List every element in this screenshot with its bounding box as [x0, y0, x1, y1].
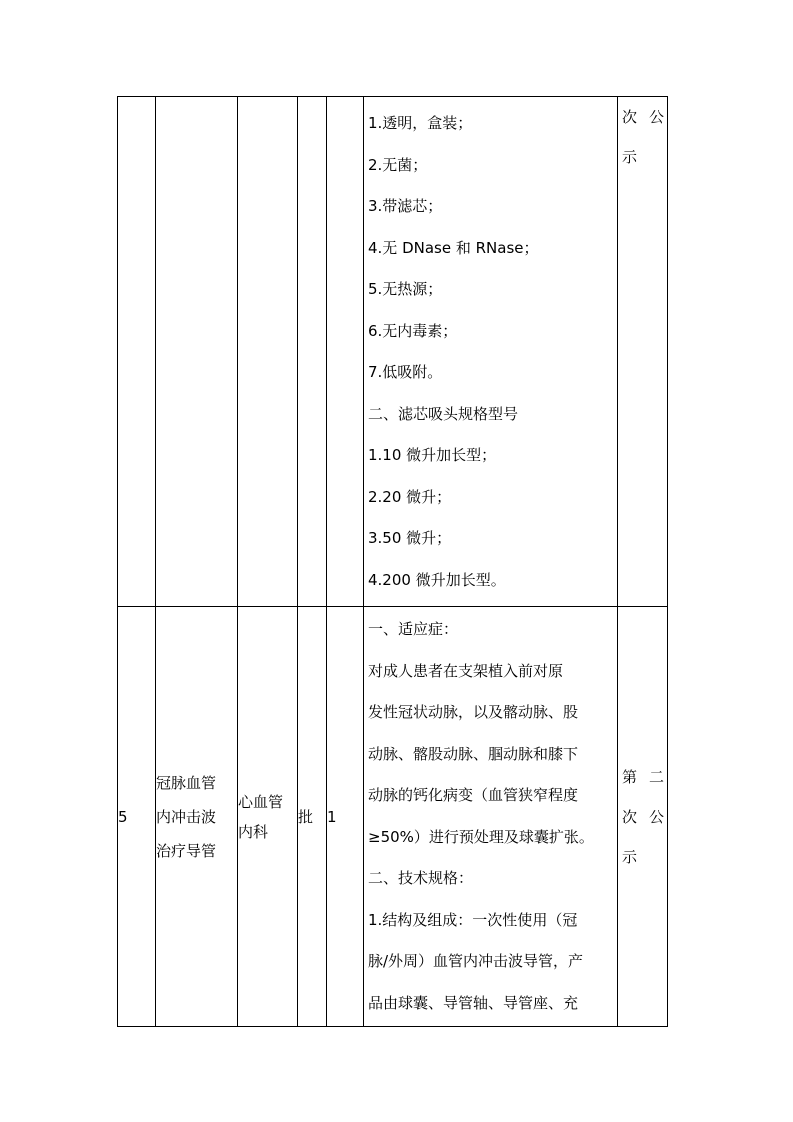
spec-line: 2.20 微升；	[368, 487, 452, 506]
publication-char: 示	[622, 148, 638, 166]
spec-line: 5.无热源；	[368, 280, 443, 298]
spec-line: 6.无内毒素；	[368, 321, 458, 340]
name-cell	[156, 607, 238, 1027]
spec-line: 动脉、髂股动脉、腘动脉和膝下	[368, 744, 579, 763]
publication-cell	[618, 97, 668, 607]
department-cell	[238, 97, 298, 607]
spec-cell	[364, 97, 618, 607]
publication-line	[618, 797, 667, 837]
spec-line: 对成人患者在支架植入前对原	[368, 661, 564, 680]
name-line: 内冲击波	[156, 807, 217, 826]
publication-line	[618, 757, 667, 797]
publication-char: 二	[648, 767, 664, 786]
spec-line: 二、滤芯吸头规格型号	[368, 404, 519, 423]
unit-cell	[298, 97, 327, 607]
spec-line: 品由球囊、导管轴、导管座、充	[368, 993, 579, 1012]
department-line: 心血管	[238, 792, 284, 811]
publication-char: 公	[648, 807, 664, 826]
spec-line: 1.结构及组成：一次性使用（冠	[368, 910, 578, 929]
spec-line: 7.低吸附。	[368, 363, 443, 381]
name-line: 治疗导管	[156, 841, 217, 860]
unit-value: 批	[298, 808, 314, 826]
publication-char: 次	[622, 108, 638, 126]
spec-line: 发性冠状动脉，以及髂动脉、股	[368, 703, 579, 721]
spec-line: 4.200 微升加长型。	[368, 570, 506, 589]
quantity-value: 1	[327, 807, 337, 826]
spec-line: 4.无 DNase 和 RNase；	[368, 238, 539, 257]
name-line: 冠脉血管	[156, 773, 217, 792]
unit-cell	[298, 607, 327, 1027]
spec-line: 一、适应症：	[368, 620, 459, 638]
row-index: 5	[118, 807, 128, 826]
publication-cell	[618, 607, 668, 1027]
quantity-cell	[327, 607, 364, 1027]
publication-line	[618, 837, 667, 877]
publication-char: 示	[622, 847, 638, 866]
department-cell	[238, 607, 298, 1027]
spec-cell	[364, 607, 618, 1027]
spec-line: ≥50%）进行预处理及球囊扩张。	[368, 827, 594, 846]
spec-line: 3.50 微升；	[368, 529, 452, 547]
name-cell	[156, 97, 238, 607]
spec-line: 1.透明，盒装；	[368, 114, 473, 132]
publication-line	[618, 97, 667, 137]
table-row-continued	[118, 97, 668, 607]
spec-line: 脉/外周）血管内冲击波导管，产	[368, 952, 584, 970]
index-cell	[118, 97, 156, 607]
publication-line	[618, 137, 667, 177]
publication-char: 第	[622, 767, 638, 786]
publication-char: 公	[648, 108, 664, 126]
spec-line: 二、技术规格：	[368, 869, 474, 887]
department-line: 内科	[238, 822, 269, 841]
publication-char: 次	[622, 807, 638, 826]
spec-line: 3.带滤芯；	[368, 197, 443, 215]
table-row-5	[118, 607, 668, 1027]
spec-line: 2.无菌；	[368, 155, 428, 174]
spec-line: 1.10 微升加长型；	[368, 446, 497, 464]
spec-line: 动脉的钙化病变（血管狭窄程度	[368, 786, 579, 804]
quantity-cell	[327, 97, 364, 607]
index-cell	[118, 607, 156, 1027]
procurement-table	[117, 96, 668, 1027]
